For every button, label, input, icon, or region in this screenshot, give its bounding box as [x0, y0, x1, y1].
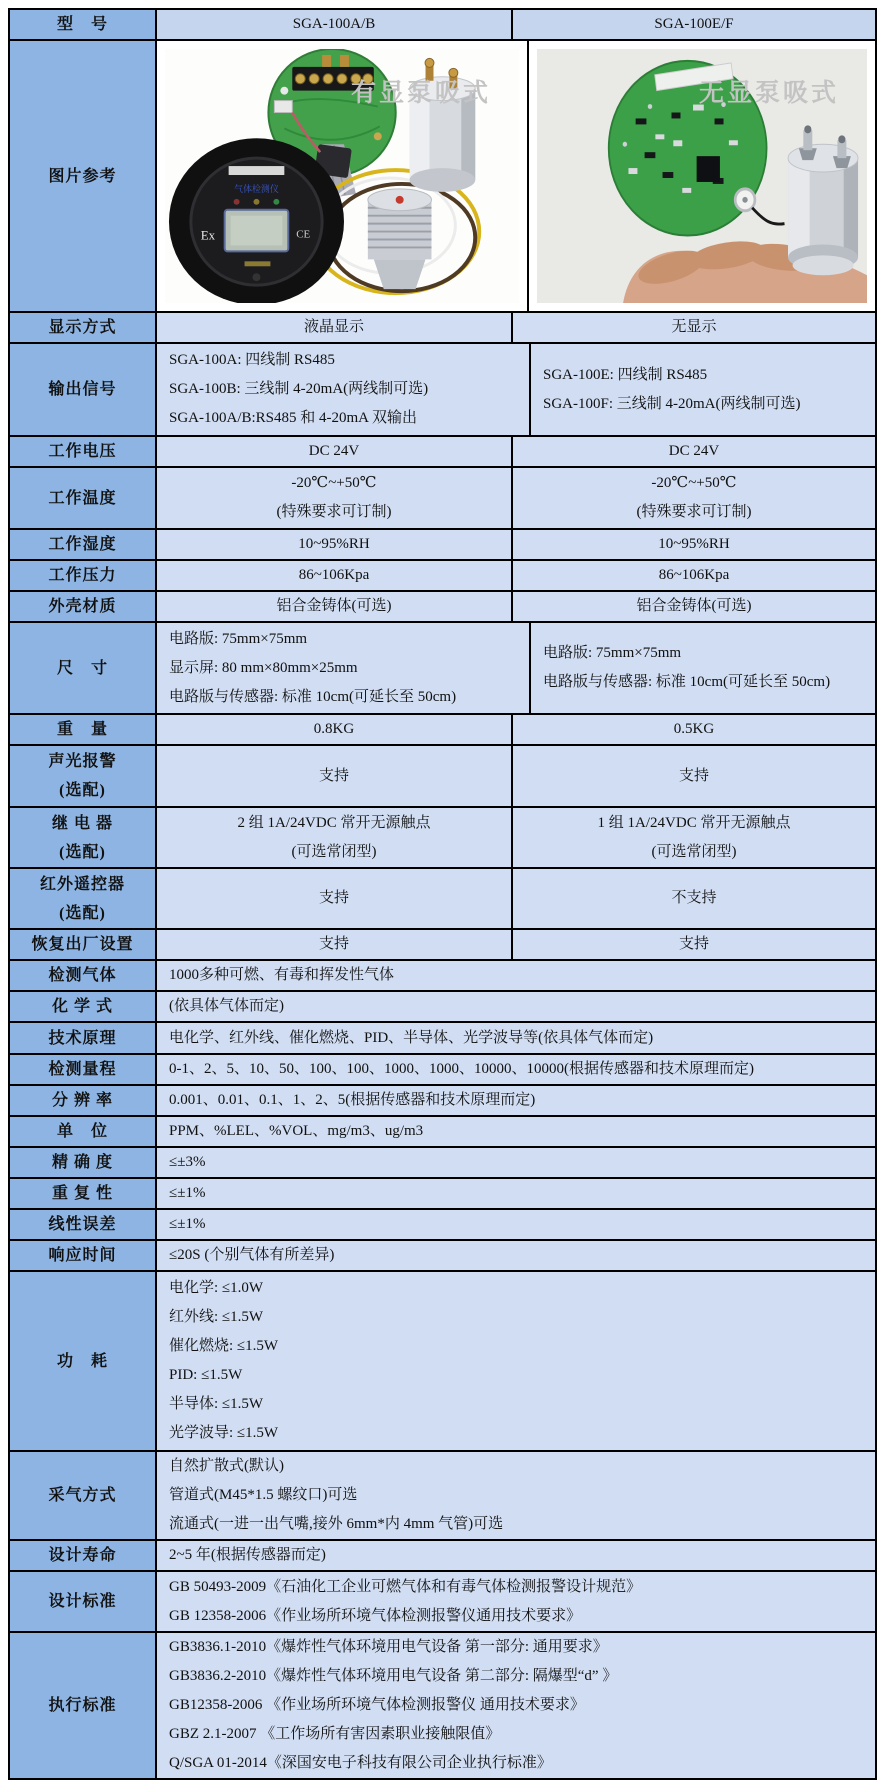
- gauge-title-text: 气体检测仪: [234, 183, 279, 194]
- spec-label-audible-visual-alarm-line-1: 声光报警: [48, 753, 117, 770]
- spec-value-resolution-line-1: 0.001、0.01、0.1、1、2、5(根据传感器和技术原理而定): [169, 1092, 536, 1108]
- spec-value-working-pressure-col2: [511, 561, 875, 590]
- spec-value-working-voltage-line-1: DC 24V: [668, 443, 720, 459]
- spec-row-response-time: [10, 1239, 875, 1270]
- spec-label-display-mode: [10, 313, 155, 342]
- spec-value-display-mode-line-1: 液晶显示: [303, 319, 364, 335]
- spec-label-audible-visual-alarm-line-2: (选配): [59, 782, 106, 799]
- spec-value-power-consumption-line-2: 红外线: ≤1.5W: [169, 1309, 264, 1325]
- spec-label-design-life-line-1: 设计寿命: [48, 1547, 117, 1564]
- spec-label-relay: [10, 808, 155, 867]
- spec-value-display-mode-line-1: 无显示: [671, 319, 717, 335]
- spec-value-sampling-method-line-3: 流通式(一进一出气嘴,接外 6mm*内 4mm 气管)可选: [169, 1516, 504, 1532]
- spec-table: [8, 8, 877, 1780]
- spec-label-chemical-formula: [10, 992, 155, 1021]
- spec-value-output-signal-line-3: SGA-100A/B:RS485 和 4-20mA 双输出: [169, 410, 417, 426]
- spec-value-weight-line-1: 0.8KG: [313, 721, 355, 737]
- spec-value-power-consumption: [155, 1272, 875, 1450]
- spec-value-relay-col2: [511, 808, 875, 867]
- spec-label-technology-line-1: 技术原理: [48, 1029, 117, 1047]
- spec-label-detected-gas-line-1: 检测气体: [48, 967, 117, 984]
- spec-label-measuring-range-line-1: 检测量程: [48, 1061, 117, 1078]
- spec-value-relay-line-2: (可选常闭型): [651, 843, 737, 860]
- spec-label-working-temperature-line-1: 工作温度: [48, 489, 117, 507]
- spec-row-unit: [10, 1115, 875, 1146]
- spec-label-weight-line-1: 重 量: [56, 721, 108, 738]
- spec-value-response-time-line-1: ≤20S (个别气体有所差异): [169, 1247, 335, 1263]
- spec-value-design-standard-line-1: GB 50493-2009《石油化工企业可燃气体和有毒气体检测报警设计规范》: [169, 1578, 642, 1595]
- spec-label-executive-standard-line-1: 执行标准: [48, 1697, 117, 1714]
- spec-value-output-signal-line-2: SGA-100F: 三线制 4-20mA(两线制可选): [543, 395, 801, 412]
- spec-value-dimensions-line-3: 电路版与传感器: 标准 10cm(可延长至 50cm): [169, 688, 457, 705]
- spec-value-audible-visual-alarm-col2: [511, 746, 875, 806]
- spec-row-shell-material: [10, 590, 875, 621]
- spec-label-working-humidity-line-1: 工作湿度: [48, 536, 117, 553]
- spec-label-working-voltage-line-1: 工作电压: [48, 443, 117, 460]
- spec-value-sampling-method-line-2: 管道式(M45*1.5 螺纹口)可选: [169, 1487, 358, 1503]
- spec-row-accuracy: [10, 1146, 875, 1177]
- spec-label-working-pressure: [10, 561, 155, 590]
- spec-value-relay-col1: [155, 808, 511, 867]
- spec-label-linearity-error: [10, 1210, 155, 1239]
- spec-label-accuracy: [10, 1148, 155, 1177]
- spec-label-repeatability-line-1: 重 复 性: [51, 1185, 113, 1202]
- spec-value-repeatability-line-1: ≤±1%: [169, 1185, 206, 1201]
- spec-row-design-life: [10, 1539, 875, 1570]
- spec-value-technology-line-1: 电化学、红外线、催化燃烧、PID、半导体、光学波导等(依具体气体而定): [169, 1029, 654, 1046]
- spec-label-power-consumption: [10, 1272, 155, 1450]
- spec-value-dimensions-line-1: 电路版: 75mm×75mm: [169, 630, 308, 647]
- spec-value-working-temperature-line-1: -20℃~+50℃: [651, 475, 737, 491]
- spec-label-design-life: [10, 1541, 155, 1570]
- spec-label-working-humidity: [10, 530, 155, 559]
- spec-value-executive-standard: [155, 1633, 875, 1778]
- spec-value-output-signal-line-1: SGA-100E: 四线制 RS485: [543, 366, 708, 383]
- spec-row-audible-visual-alarm: [10, 744, 875, 806]
- spec-value-shell-material-line-1: 铝合金铸体(可选): [636, 598, 752, 614]
- spec-value-output-signal-col2: [529, 344, 875, 435]
- spec-value-executive-standard-line-3: GB12358-2006 《作业场所环境气体检测报警仪 通用技术要求》: [169, 1697, 585, 1713]
- header-row: [10, 10, 875, 39]
- spec-row-relay: [10, 806, 875, 867]
- photo-cell-sga100ef: [527, 41, 875, 311]
- spec-label-relay-line-1: 继 电 器: [51, 814, 113, 832]
- spec-row-display-mode: [10, 311, 875, 342]
- spec-value-measuring-range-line-1: 0-1、2、5、10、50、100、100、1000、1000、10000、10000(根据传感器和技术原理而定): [169, 1061, 754, 1077]
- spec-label-weight: [10, 715, 155, 744]
- spec-row-resolution: [10, 1084, 875, 1115]
- spec-row-ir-remote: [10, 867, 875, 928]
- spec-label-resolution-line-1: 分 辨 率: [51, 1092, 113, 1109]
- spec-label-sampling-method-line-1: 采气方式: [48, 1487, 117, 1504]
- spec-value-detected-gas-line-1: 1000多种可燃、有毒和挥发性气体: [169, 967, 395, 983]
- spec-label-working-voltage: [10, 437, 155, 466]
- spec-value-power-consumption-line-3: 催化燃烧: ≤1.5W: [169, 1338, 279, 1354]
- gauge-ex-mark: Ex: [200, 227, 216, 243]
- photo-cell-sga100ab: [155, 41, 527, 311]
- spec-value-factory-reset-col2: [511, 930, 875, 959]
- spec-value-factory-reset-line-1: 支持: [678, 936, 709, 952]
- spec-value-working-humidity-line-1: 10~95%RH: [298, 536, 370, 552]
- spec-value-accuracy-line-1: ≤±3%: [169, 1154, 206, 1170]
- product-photo-sga100ab: [165, 49, 519, 303]
- spec-value-display-mode-col2: [511, 313, 875, 342]
- header-model-ab-text: SGA-100A/B: [292, 16, 376, 32]
- spec-label-output-signal-line-1: 输出信号: [48, 381, 117, 398]
- spec-row-sampling-method: [10, 1450, 875, 1539]
- spec-value-response-time: [155, 1241, 875, 1270]
- spec-label-sampling-method: [10, 1452, 155, 1539]
- spec-label-working-pressure-line-1: 工作压力: [48, 567, 117, 584]
- spec-label-output-signal: [10, 344, 155, 435]
- spec-value-working-temperature-line-2: (特殊要求可订制): [276, 504, 392, 520]
- watermark-right: 无显泵吸式: [698, 80, 839, 107]
- spec-value-ir-remote-col2: [511, 869, 875, 928]
- spec-label-executive-standard: [10, 1633, 155, 1778]
- spec-label-shell-material-line-1: 外壳材质: [48, 598, 117, 615]
- spec-label-linearity-error-line-1: 线性误差: [48, 1216, 117, 1233]
- spec-value-working-temperature-col2: [511, 468, 875, 528]
- spec-label-working-temperature: [10, 468, 155, 528]
- spec-row-working-humidity: [10, 528, 875, 559]
- spec-row-weight: [10, 713, 875, 744]
- header-model-ef: [511, 10, 875, 39]
- spec-value-technology: [155, 1023, 875, 1053]
- spec-rows-container: [10, 311, 875, 1778]
- header-model-label-text: 型 号: [56, 16, 108, 33]
- spec-value-shell-material-col2: [511, 592, 875, 621]
- spec-label-factory-reset-line-1: 恢复出厂设置: [31, 936, 134, 953]
- spec-value-ir-remote-line-1: 不支持: [671, 890, 717, 906]
- spec-value-relay-line-1: 1 组 1A/24VDC 常开无源触点: [597, 814, 791, 831]
- spec-value-resolution: [155, 1086, 875, 1115]
- spec-value-chemical-formula: [155, 992, 875, 1021]
- spec-value-linearity-error-line-1: ≤±1%: [169, 1216, 206, 1232]
- spec-value-power-consumption-line-1: 电化学: ≤1.0W: [169, 1280, 264, 1296]
- spec-row-design-standard: [10, 1570, 875, 1631]
- spec-value-measuring-range: [155, 1055, 875, 1084]
- spec-value-executive-standard-line-1: GB3836.1-2010《爆炸性气体环境用电气设备 第一部分: 通用要求》: [169, 1639, 608, 1655]
- spec-value-power-consumption-line-5: 半导体: ≤1.5W: [169, 1396, 264, 1412]
- spec-value-working-pressure-col1: [155, 561, 511, 590]
- spec-label-design-standard-line-1: 设计标准: [48, 1593, 117, 1610]
- spec-value-unit: [155, 1117, 875, 1146]
- spec-row-linearity-error: [10, 1208, 875, 1239]
- spec-value-unit-line-1: PPM、%LEL、%VOL、mg/m3、ug/m3: [169, 1123, 424, 1139]
- spec-value-dimensions-line-2: 电路版与传感器: 标准 10cm(可延长至 50cm): [543, 674, 831, 690]
- spec-label-response-time-line-1: 响应时间: [48, 1247, 117, 1264]
- spec-value-detected-gas: [155, 961, 875, 990]
- spec-value-working-humidity-col1: [155, 530, 511, 559]
- spec-value-relay-line-1: 2 组 1A/24VDC 常开无源触点: [237, 814, 431, 831]
- spec-value-working-temperature-col1: [155, 468, 511, 528]
- spec-value-sampling-method: [155, 1452, 875, 1539]
- spec-value-output-signal-line-2: SGA-100B: 三线制 4-20mA(两线制可选): [169, 381, 429, 397]
- spec-row-repeatability: [10, 1177, 875, 1208]
- spec-value-output-signal-line-1: SGA-100A: 四线制 RS485: [169, 352, 335, 368]
- spec-value-weight-col2: [511, 715, 875, 744]
- spec-value-dimensions-line-1: 电路版: 75mm×75mm: [543, 645, 682, 661]
- spec-row-executive-standard: [10, 1631, 875, 1778]
- spec-value-design-life-line-1: 2~5 年(根据传感器而定): [169, 1547, 326, 1563]
- spec-value-shell-material-col1: [155, 592, 511, 621]
- spec-row-factory-reset: [10, 928, 875, 959]
- spec-value-design-standard-line-2: GB 12358-2006《作业场所环境气体检测报警仪通用技术要求》: [169, 1607, 582, 1624]
- spec-label-resolution: [10, 1086, 155, 1115]
- photo-row: [10, 39, 875, 311]
- spec-row-detected-gas: [10, 959, 875, 990]
- spec-label-dimensions-line-1: 尺 寸: [56, 659, 108, 677]
- spec-value-power-consumption-line-4: PID: ≤1.5W: [169, 1367, 243, 1383]
- spec-row-working-pressure: [10, 559, 875, 590]
- spec-value-executive-standard-line-5: Q/SGA 01-2014《深国安电子科技有限公司企业执行标准》: [169, 1755, 552, 1771]
- spec-label-dimensions: [10, 623, 155, 713]
- spec-value-power-consumption-line-6: 光学波导: ≤1.5W: [169, 1425, 279, 1441]
- spec-row-measuring-range: [10, 1053, 875, 1084]
- spec-label-shell-material: [10, 592, 155, 621]
- spec-label-audible-visual-alarm: [10, 746, 155, 806]
- spec-label-unit-line-1: 单 位: [56, 1123, 108, 1140]
- spec-label-response-time: [10, 1241, 155, 1270]
- spec-value-working-voltage-line-1: DC 24V: [308, 443, 360, 459]
- spec-label-chemical-formula-line-1: 化 学 式: [51, 998, 113, 1015]
- spec-value-audible-visual-alarm-line-1: 支持: [318, 767, 349, 784]
- photo-row-label: [10, 41, 155, 311]
- spec-label-ir-remote-line-1: 红外遥控器: [39, 875, 125, 893]
- spec-value-working-humidity-line-1: 10~95%RH: [658, 536, 730, 552]
- spec-value-weight-line-1: 0.5KG: [673, 721, 715, 737]
- spec-value-display-mode-col1: [155, 313, 511, 342]
- gauge-ce-mark: CE: [296, 228, 311, 241]
- spec-label-accuracy-line-1: 精 确 度: [51, 1154, 113, 1171]
- spec-value-design-life: [155, 1541, 875, 1570]
- spec-value-working-humidity-col2: [511, 530, 875, 559]
- spec-label-repeatability: [10, 1179, 155, 1208]
- spec-value-working-voltage-col1: [155, 437, 511, 466]
- spec-label-technology: [10, 1023, 155, 1053]
- spec-value-linearity-error: [155, 1210, 875, 1239]
- spec-label-design-standard: [10, 1572, 155, 1631]
- spec-label-detected-gas: [10, 961, 155, 990]
- spec-value-ir-remote-line-1: 支持: [318, 890, 349, 906]
- header-model-label: [10, 10, 155, 39]
- spec-value-factory-reset-line-1: 支持: [318, 936, 349, 952]
- product-photo-sga100ef: [537, 49, 867, 303]
- spec-value-design-standard: [155, 1572, 875, 1631]
- spec-row-working-temperature: [10, 466, 875, 528]
- spec-value-chemical-formula-line-1: (依具体气体而定): [169, 998, 284, 1014]
- spec-row-technology: [10, 1021, 875, 1053]
- spec-value-audible-visual-alarm-line-1: 支持: [678, 767, 709, 784]
- spec-label-measuring-range: [10, 1055, 155, 1084]
- spec-label-display-mode-line-1: 显示方式: [48, 319, 117, 336]
- spec-value-audible-visual-alarm-col1: [155, 746, 511, 806]
- spec-row-power-consumption: [10, 1270, 875, 1450]
- spec-value-dimensions-col2: [529, 623, 875, 713]
- spec-value-accuracy: [155, 1148, 875, 1177]
- spec-label-unit: [10, 1117, 155, 1146]
- spec-value-ir-remote-col1: [155, 869, 511, 928]
- spec-value-working-temperature-line-1: -20℃~+50℃: [291, 475, 377, 491]
- spec-value-executive-standard-line-4: GBZ 2.1-2007 《工作场所有害因素职业接触限值》: [169, 1726, 501, 1742]
- spec-value-sampling-method-line-1: 自然扩散式(默认): [169, 1458, 284, 1474]
- spec-value-executive-standard-line-2: GB3836.2-2010《爆炸性气体环境用电气设备 第二部分: 隔爆型“d” 》: [169, 1668, 618, 1684]
- spec-value-repeatability: [155, 1179, 875, 1208]
- spec-value-working-pressure-line-1: 86~106Kpa: [658, 567, 730, 583]
- spec-value-weight-col1: [155, 715, 511, 744]
- spec-value-working-pressure-line-1: 86~106Kpa: [298, 567, 370, 583]
- spec-row-working-voltage: [10, 435, 875, 466]
- spec-label-factory-reset: [10, 930, 155, 959]
- spec-label-ir-remote: [10, 869, 155, 928]
- watermark-left: 有显泵吸式: [350, 80, 491, 107]
- spec-row-chemical-formula: [10, 990, 875, 1021]
- header-model-ab: [155, 10, 511, 39]
- spec-row-output-signal: [10, 342, 875, 435]
- spec-value-working-temperature-line-2: (特殊要求可订制): [636, 504, 752, 520]
- spec-label-relay-line-2: (选配): [59, 843, 106, 861]
- spec-label-ir-remote-line-2: (选配): [59, 904, 106, 922]
- spec-value-working-voltage-col2: [511, 437, 875, 466]
- spec-value-relay-line-2: (可选常闭型): [291, 843, 377, 860]
- photo-row-label-text: 图片参考: [48, 167, 117, 185]
- spec-row-dimensions: [10, 621, 875, 713]
- spec-label-power-consumption-line-1: 功 耗: [56, 1352, 108, 1370]
- spec-value-shell-material-line-1: 铝合金铸体(可选): [276, 598, 392, 614]
- spec-value-dimensions-col1: [155, 623, 529, 713]
- spec-value-factory-reset-col1: [155, 930, 511, 959]
- spec-value-output-signal-col1: [155, 344, 529, 435]
- spec-value-dimensions-line-2: 显示屏: 80 mm×80mm×25mm: [169, 659, 358, 676]
- header-model-ef-text: SGA-100E/F: [654, 16, 734, 32]
